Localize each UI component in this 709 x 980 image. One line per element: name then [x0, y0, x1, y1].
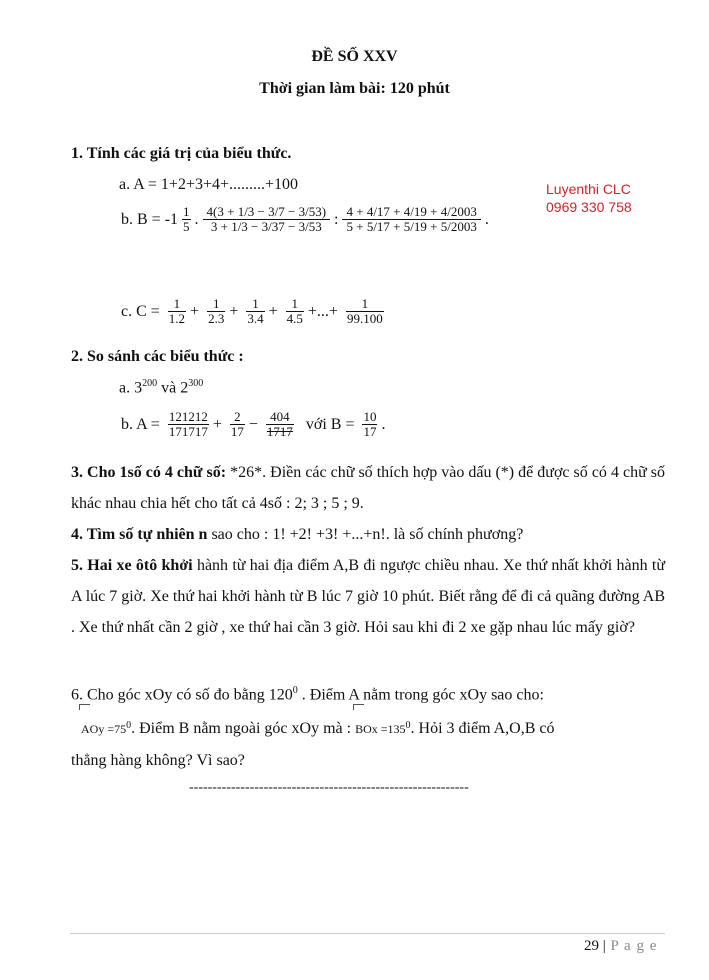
q1-b-mixed-fraction: $\frac{1}{5}$ [183, 204, 190, 234]
q2-b: b. A = $\frac{121212}{171717}$ + $\frac{2}{17}$ − $\frac{404}{1717}$ với B = $\frac{10}{17}$ . [121, 409, 386, 439]
q1-c-term: $\frac{1}{1.2}$ [168, 296, 186, 326]
page-number: 29 | P a g e [584, 938, 658, 954]
q3-paragraph: 3. Cho 1số có 4 chữ số: *26*. Điền các chữ số thích hợp vào dấu (*) để được số có 4 chữ số khác nhau chia hết cho tất cả 4số : 2; 3 ; 5 ; 9. [71, 464, 666, 512]
q1-b-prefix: b. B = -1 [121, 210, 179, 228]
q2-b-fraction-B: $\frac{10}{17}$ [363, 409, 377, 439]
page-title: ĐỀ SỐ XXV [311, 48, 398, 65]
q1-b-fraction-1: $\frac{4(3 + 1/3 - 3/7 - 3/53)}{3 + 1/3 - 3/37 - 3/53}$ [203, 205, 331, 234]
q1-b-fraction-2: $\frac{4 + 4/17 + 4/19 + 4/2003}{5 + 5/17 + 5/19 + 5/2003}$ [342, 205, 480, 234]
q1-a: a. A = 1+2+3+4+.........+100 [119, 176, 299, 193]
q1-b: b. B = -1 $\frac{1}{5}$ . $\frac{4(3 + 1/3 - 3/7 - 3/53)}{3 + 1/3 - 3/37 - 3/53}$ : $\frac{4 + 4/17 + 4/19 + 4/2003}{5 + 5/17 + 5/19 + 5/2003}$ . [121, 204, 489, 234]
angle-aoy: AOy $=75^0$ [81, 710, 131, 745]
q5-paragraph: 5. Hai xe ôtô khởi hành từ hai địa điểm A,B đi ngược chiều nhau. Xe thứ nhất khởi hành từ A lúc 7 giờ. Xe thứ hai khởi hành từ B lúc 7 giờ 10 phút. Biết rằng để đi cả quãng đường AB . Xe thứ nhất cần 2 giờ , xe thứ hai cần 3 giờ. Hỏi sau khi đi 2 xe gặp nhau lúc mấy giờ? [71, 557, 666, 636]
q6-paragraph: 6. Cho góc xOy có số đo bằng $120^0$ . Điểm A nằm trong góc xOy sao cho: AOy $=75^0$. Điểm B nằm ngoài góc xOy mà : BOx $=135^0$. Hỏi 3 điểm A,O,B có thẳng hàng không? Vì sao? [71, 685, 555, 770]
separator: ------------------------------------------------------------ [189, 780, 469, 795]
q1-c-term: $\frac{1}{3.4}$ [247, 296, 264, 326]
footer-divider [70, 933, 665, 934]
q1-c-term: $\frac{1}{2.3}$ [208, 296, 225, 326]
q4-paragraph: 4. Tìm số tự nhiên n sao cho : 1! +2! +3! +...+n!. là số chính phương? [71, 526, 524, 543]
q2-heading: 2. So sánh các biểu thức : [71, 348, 244, 365]
q2-b-fraction: $\frac{404}{1717}$ [266, 409, 293, 439]
q1-heading: 1. Tính các giá trị của biểu thức. [71, 145, 292, 162]
q1-c-term: $\frac{1}{4.5}$ [286, 296, 303, 326]
angle-box: BOx $=135^0$ [355, 710, 410, 745]
q1-c: c. C = $\frac{1}{1.2}$ + $\frac{1}{2.3}$ + $\frac{1}{3.4}$ + $\frac{1}{4.5}$ +...+ $\frac{1}{99.100}$ [121, 296, 383, 326]
watermark-line1: Luyenthi CLC [546, 181, 631, 197]
q2-b-fraction: $\frac{2}{17}$ [230, 409, 244, 439]
q2-b-fraction: $\frac{121212}{171717}$ [168, 409, 208, 439]
watermark-line2: 0969 330 758 [546, 199, 632, 215]
q1-c-term: $\frac{1}{99.100}$ [346, 296, 383, 326]
page-subtitle: Thời gian làm bài: 120 phút [259, 80, 450, 97]
q1-c-prefix: c. C = [121, 302, 160, 320]
q2-a: a. $3^{200}$ và $2^{300}$ [119, 378, 204, 397]
